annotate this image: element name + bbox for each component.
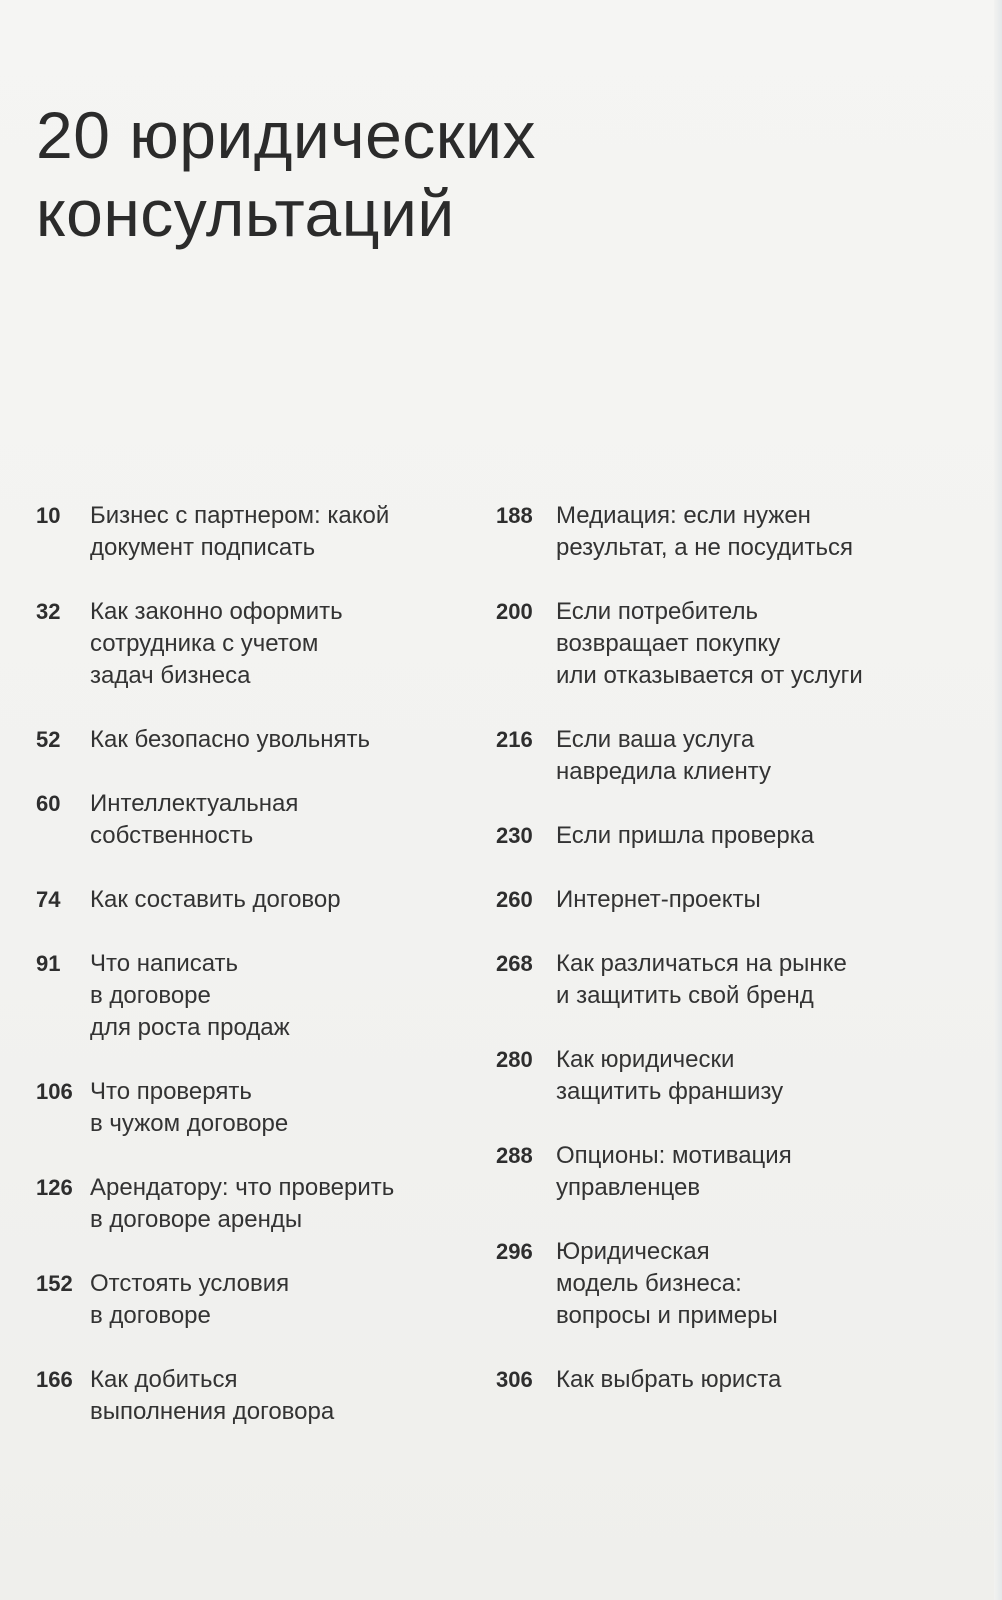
toc-right-column	[496, 500, 956, 1428]
toc-entry-title: Как юридически защитить франшизу	[556, 1046, 784, 1105]
toc-page-number: 60	[36, 791, 61, 816]
toc-entry-title: Как различаться на рынке и защитить свой бренд	[556, 950, 847, 1009]
title-line-2: консультаций	[36, 176, 455, 250]
toc-page-number: 230	[496, 823, 533, 848]
toc-entry-title: Если ваша услуга навредила клиенту	[556, 726, 771, 785]
toc-page-number: 126	[36, 1175, 73, 1200]
toc-entry-title: Бизнес с партнером: какой документ подписать	[90, 502, 390, 561]
toc-page-number: 288	[496, 1143, 533, 1168]
toc-page-number: 166	[36, 1367, 73, 1392]
toc-item	[496, 948, 956, 1012]
toc-page-number: 306	[496, 1367, 533, 1392]
toc-entry-title: Если потребитель возвращает покупку или отказывается от услуги	[556, 598, 863, 689]
toc-item	[36, 1268, 476, 1332]
toc-item	[496, 724, 956, 788]
toc-entry-title: Что написать в договоре для роста продаж	[90, 950, 290, 1041]
toc-entry-title: Интернет-проекты	[556, 886, 761, 913]
toc-entry-title: Интеллектуальная собственность	[90, 790, 299, 849]
toc-entry-title: Как выбрать юриста	[556, 1366, 782, 1393]
toc-entry-title: Если пришла проверка	[556, 822, 815, 849]
toc-item	[496, 596, 956, 692]
toc-item	[496, 1140, 956, 1204]
toc-entry-title: Опционы: мотивация управленцев	[556, 1142, 792, 1201]
toc-item	[36, 948, 476, 1044]
toc-item	[36, 724, 476, 756]
toc-item	[496, 1044, 956, 1108]
toc-item	[496, 1236, 956, 1332]
toc-entry-title: Отстоять условия в договоре	[90, 1270, 290, 1329]
title-line-1: 20 юридических	[36, 98, 537, 172]
toc-item	[36, 596, 476, 692]
toc-page-number: 106	[36, 1079, 73, 1104]
page-title	[36, 96, 536, 252]
page-edge	[994, 0, 1002, 1600]
toc-left-column	[36, 500, 476, 1460]
toc-item	[496, 500, 956, 564]
toc-item	[36, 500, 476, 564]
toc-page-number: 268	[496, 951, 533, 976]
toc-page-number: 152	[36, 1271, 73, 1296]
toc-page-number: 74	[36, 887, 61, 912]
toc-item	[36, 884, 476, 916]
toc-page-number: 260	[496, 887, 533, 912]
toc-entry-title: Арендатору: что проверить в договоре аренды	[90, 1174, 395, 1233]
toc-entry-title: Как составить договор	[90, 886, 341, 913]
toc-entry-title: Медиация: если нужен результат, а не посудиться	[556, 502, 853, 561]
toc-item	[496, 820, 956, 852]
toc-page-number: 280	[496, 1047, 533, 1072]
toc-item	[36, 1364, 476, 1428]
toc-page-number: 10	[36, 503, 61, 528]
toc-entry-title: Что проверять в чужом договоре	[90, 1078, 289, 1137]
toc-page-number: 188	[496, 503, 533, 528]
toc-page-number: 91	[36, 951, 61, 976]
toc-item	[36, 788, 476, 852]
toc-entry-title: Как безопасно увольнять	[90, 726, 371, 753]
toc-page-number: 32	[36, 599, 61, 624]
toc-page-number: 296	[496, 1239, 533, 1264]
toc-entry-title: Юридическая модель бизнеса: вопросы и примеры	[556, 1238, 778, 1329]
toc-item	[496, 1364, 956, 1396]
toc-entry-title: Как законно оформить сотрудника с учетом задач бизнеса	[90, 598, 343, 689]
toc-item	[496, 884, 956, 916]
toc-page-number: 216	[496, 727, 533, 752]
toc-page-number: 52	[36, 727, 61, 752]
toc-item	[36, 1172, 476, 1236]
toc-item	[36, 1076, 476, 1140]
toc-entry-title: Как добиться выполнения договора	[90, 1366, 335, 1425]
toc-page-number: 200	[496, 599, 533, 624]
